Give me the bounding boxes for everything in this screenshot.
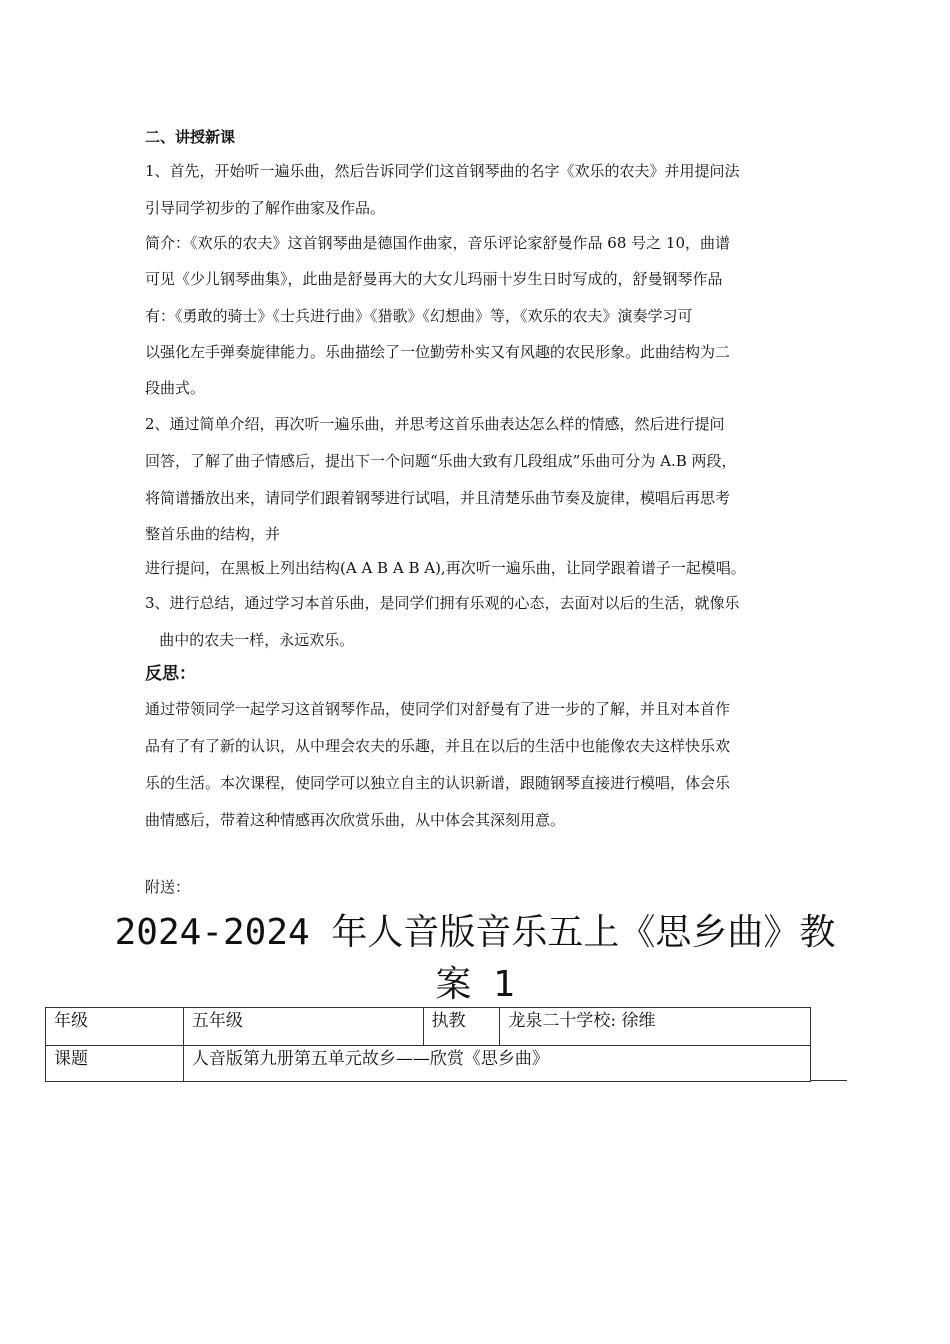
body-line: 引导同学初步的了解作曲家及作品。: [145, 199, 386, 217]
grade-value: 五年级: [183, 1008, 423, 1046]
body-line: 可见《少儿钢琴曲集》，此曲是舒曼再大的大女儿玛丽十岁生日时写成的，舒曼钢琴作品: [145, 270, 723, 288]
appendix-title-line2: 案 1: [435, 964, 515, 1005]
table-edge-line: [811, 1080, 847, 1081]
body-line: 曲中的农夫一样，永远欢乐。: [145, 631, 355, 649]
body-line: 有：《勇敢的骑士》《士兵进行曲》《猎歌》《幻想曲》等，《欢乐的农夫》演奏学习可: [145, 307, 693, 325]
topic-value: 人音版第九册第五单元故乡——欣赏《思乡曲》: [183, 1046, 810, 1082]
reflection-line: 曲情感后，带着这种情感再次欣赏乐曲，从中体会其深刻用意。: [145, 811, 566, 829]
appendix-title-line1: 2024-2024 年人音版音乐五上《思乡曲》教: [114, 912, 836, 953]
reflection-heading: 反思：: [145, 664, 196, 684]
teacher-value: 龙泉二十学校: 徐维: [500, 1008, 811, 1046]
section-heading: 二、讲授新课: [145, 128, 236, 146]
body-line: 1、首先，开始听一遍乐曲，然后告诉同学们这首钢琴曲的名字《欢乐的农夫》并用提问法: [145, 162, 740, 180]
appendix-label: 附送：: [145, 878, 191, 896]
body-line: 简介：《欢乐的农夫》这首钢琴曲是德国作曲家，音乐评论家舒曼作品 68 号之 10，曲谱: [145, 234, 730, 252]
info-table: [45, 1007, 811, 1082]
body-line: 将简谱播放出来，请同学们跟着钢琴进行试唱，并且清楚乐曲节奏及旋律，模唱后再思考: [145, 489, 731, 507]
body-line: 2、通过简单介绍，再次听一遍乐曲，并思考这首乐曲表达怎么样的情感，然后进行提问: [145, 415, 725, 433]
table-row: [46, 1046, 811, 1082]
body-line: 段曲式。: [145, 379, 206, 397]
grade-label: 年级: [46, 1008, 184, 1046]
reflection-line: 通过带领同学一起学习这首钢琴作品，使同学们对舒曼有了进一步的了解，并且对本首作: [145, 700, 731, 718]
body-line: 回答，了解了曲子情感后，提出下一个问题“乐曲大致有几段组成”乐曲可分为 A.B 两段，: [145, 452, 737, 470]
reflection-line: 品有了有了新的认识，从中理会农夫的乐趣，并且在以后的生活中也能像农夫这样快乐欢: [145, 737, 731, 755]
body-line: 以强化左手弹奏旋律能力。乐曲描绘了一位勤劳朴实又有风趣的农民形象。此曲结构为二: [145, 343, 731, 361]
reflection-line: 乐的生活。本次课程，使同学可以独立自主的认识新谱，跟随钢琴直接进行模唱，体会乐: [145, 774, 731, 792]
body-line: 整首乐曲的结构，并: [145, 525, 281, 543]
table-row: [46, 1008, 811, 1046]
body-line: 3、进行总结，通过学习本首乐曲，是同学们拥有乐观的心态，去面对以后的生活，就像乐: [145, 594, 740, 612]
topic-label: 课题: [46, 1046, 184, 1082]
body-line: 进行提问，在黑板上列出结构(A A B A B A),再次听一遍乐曲，让同学跟着谱子一起模唱。: [145, 559, 746, 577]
teacher-label: 执教: [423, 1008, 500, 1046]
